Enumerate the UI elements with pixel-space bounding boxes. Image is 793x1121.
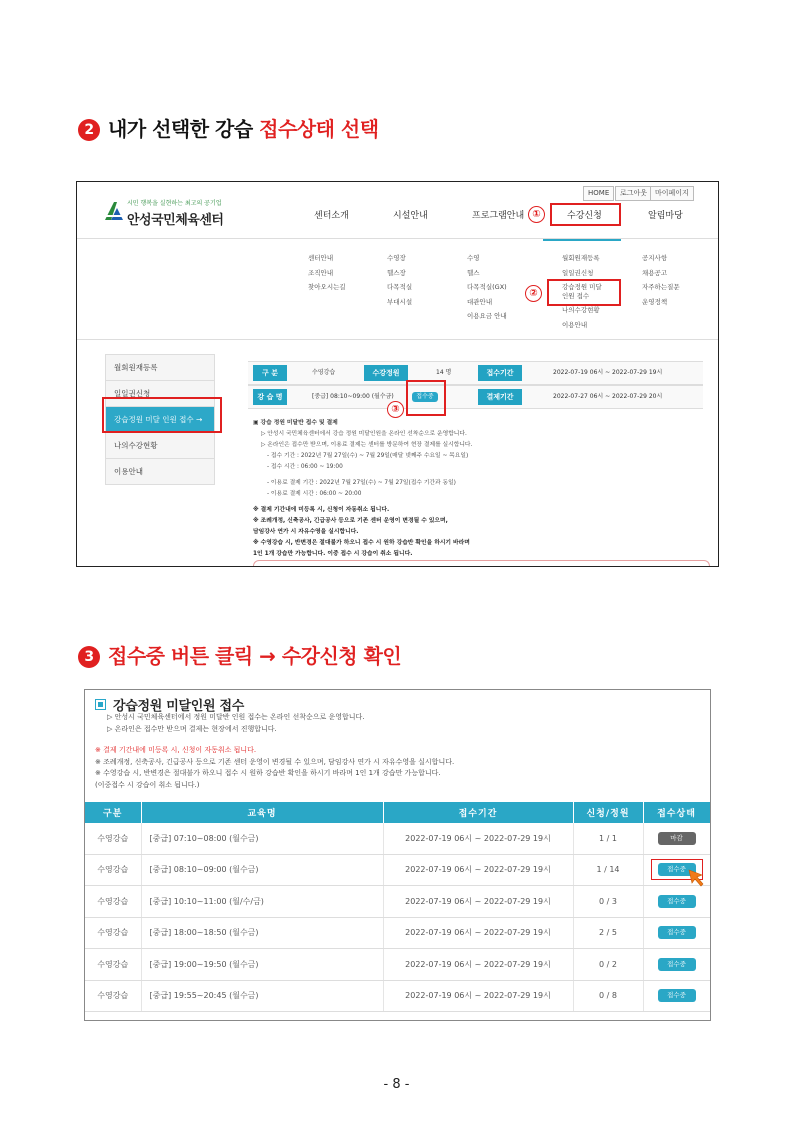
step2-heading-text: 내가 선택한 강습 — [108, 117, 260, 141]
cell-count: 1 / 1 — [573, 823, 643, 854]
cell-category: 수영강습 — [85, 980, 141, 1012]
logo-name[interactable]: 안성국민체육센터 — [127, 213, 224, 228]
cell-course: [중급] 07:10~08:00 (월수금) — [141, 823, 383, 854]
apply-button[interactable]: 접수중 — [658, 895, 696, 908]
mega-col-center — [308, 251, 346, 295]
nav-center-intro[interactable]: 센터소개 — [314, 211, 349, 221]
col-header-count: 신청/정원 — [573, 802, 643, 823]
cell-period: 2022-07-19 06시 ~ 2022-07-29 19시 — [383, 886, 573, 918]
notice-line: ▷ 온라인은 접수만 받으며, 이용료 결제는 센터를 방문하여 현장 결제를 실시합니다. — [261, 442, 473, 448]
notice-line: ※ 결제 기간내에 미등록 시, 신청이 자동취소 됩니다. — [253, 507, 390, 513]
notice-title: ▣ 강습 정원 미달반 접수 및 결제 — [253, 420, 338, 426]
menu-item[interactable]: 부대시설 — [387, 297, 413, 306]
notice-line: ※ 수영강습 시, 반변경은 절대불가 하오니 접수 시 원하 강습반 확인을 하시기 바라며 — [253, 540, 470, 546]
menu-item[interactable]: 수영 — [467, 254, 480, 262]
menu-item[interactable]: 채용공고 — [642, 268, 668, 277]
value-course-name: [중급] 08:10~09:00 (월수금) — [312, 393, 394, 400]
cell-status — [643, 823, 710, 854]
cell-period: 2022-07-19 06시 ~ 2022-07-29 19시 — [383, 949, 573, 981]
menu-item[interactable]: 헬스장 — [387, 268, 406, 277]
notice-line: - 이용료 결제 시간 : 06:00 ~ 20:00 — [267, 491, 362, 497]
cell-count: 1 / 14 — [573, 854, 643, 886]
cell-status — [643, 917, 710, 949]
cell-category: 수영강습 — [85, 917, 141, 949]
cell-period: 2022-07-19 06시 ~ 2022-07-29 19시 — [383, 917, 573, 949]
panel-note: ※ 수영강습 시, 반변경은 절대불가 하오니 접수 시 원하 강습반 확인을 하시기 바라며 1인 1개 강습만 가능합니다. — [95, 769, 441, 777]
label-apply-period: 접수기간 — [478, 365, 522, 381]
cell-course: [중급] 18:00~18:50 (월수금) — [141, 917, 383, 949]
menu-item[interactable]: 다목적실 — [387, 283, 413, 291]
highlight-box-sidebar — [102, 397, 222, 433]
menu-item[interactable]: 대관안내 — [467, 297, 493, 306]
apply-button[interactable]: 접수중 — [658, 958, 696, 971]
cell-category: 수영강습 — [85, 949, 141, 981]
marker-3: ③ — [387, 401, 404, 418]
table-row — [85, 854, 710, 886]
col-header-course: 교육명 — [141, 802, 383, 823]
menu-item[interactable]: 공지사항 — [642, 254, 668, 262]
nav-notice[interactable]: 알림마당 — [648, 211, 683, 221]
table-row — [85, 980, 710, 1012]
notice-line: - 이용료 결제 기간 : 2022년 7월 27일(수) ~ 7월 27일(접수 기간과 동일) — [267, 480, 456, 486]
menu-item[interactable]: 이용안내 — [562, 320, 588, 329]
notice-line: ※ 조례개정, 신축공사, 긴급공사 등으로 기존 센터 운영이 변경될 수 있으며, — [253, 518, 448, 524]
cell-count: 0 / 3 — [573, 886, 643, 918]
menu-item[interactable]: 운영정책 — [642, 297, 668, 306]
panel-note: ▷ 온라인은 접수만 받으며 결제는 현장에서 진행합니다. — [107, 724, 277, 733]
nav-course-apply[interactable]: 수강신청 — [567, 211, 602, 221]
value-pay-period: 2022-07-27 06시 ~ 2022-07-29 20시 — [553, 393, 663, 400]
col-header-period: 접수기간 — [383, 802, 573, 823]
cell-course: [중급] 19:55~20:45 (월수금) — [141, 980, 383, 1012]
cell-status — [643, 854, 710, 886]
step2-heading-highlight: 접수상태 선택 — [259, 117, 379, 141]
cell-course: [중급] 10:10~11:00 (월/수/금) — [141, 886, 383, 918]
site-header — [77, 182, 718, 239]
cell-status — [643, 949, 710, 981]
cell-category: 수영강습 — [85, 886, 141, 918]
cell-category: 수영강습 — [85, 854, 141, 886]
value-capacity: 14 명 — [436, 369, 452, 376]
detail-row-1 — [248, 361, 703, 385]
step2-heading — [78, 113, 379, 142]
cell-count: 2 / 5 — [573, 917, 643, 949]
application-list-screenshot — [84, 689, 711, 1021]
panel-note: ※ 조례개정, 신축공사, 긴급공사 등으로 기존 센터 운영이 변경될 수 있으며, 담임강사 연가 시 자유수영을 실시합니다. — [95, 757, 455, 766]
sidebar-item-underfilled[interactable]: 강습정원 미달 인원 접수 → — [105, 407, 215, 433]
section-square-icon — [95, 699, 106, 710]
step-number-2: 2 — [78, 119, 100, 141]
menu-item[interactable]: 조직안내 — [308, 268, 334, 277]
col-header-category: 구분 — [85, 802, 141, 823]
mega-col-program — [467, 251, 507, 324]
notice-line: 1인 1개 강습만 가능합니다. 이중 접수 시 강습이 취소 됩니다. — [253, 551, 413, 557]
highlight-box-menu — [547, 279, 621, 306]
notice-line: - 접수 기간 : 2022년 7월 27일(수) ~ 7월 29일(매달 넷째주 수요일 ~ 목요일) — [267, 453, 469, 459]
cell-count: 0 / 8 — [573, 980, 643, 1012]
course-detail — [248, 358, 703, 558]
marker-1: ① — [528, 206, 545, 223]
sidebar-item-my-courses[interactable]: 나의수강현황 — [105, 433, 215, 459]
logout-link[interactable]: 로그아웃 — [615, 186, 652, 201]
col-header-status: 접수상태 — [643, 802, 710, 823]
cell-status — [643, 886, 710, 918]
mypage-link[interactable]: 마이페이지 — [650, 186, 694, 201]
step3-heading-highlight: 접수중 버튼 클릭 → 수강신청 확인 — [108, 644, 402, 668]
table-row — [85, 886, 710, 918]
panel-note: (이중접수 시 강습이 취소 됩니다.) — [95, 780, 200, 789]
nav-facility[interactable]: 시설안내 — [393, 211, 428, 221]
home-link[interactable]: HOME — [583, 186, 614, 201]
nav-program[interactable]: 프로그램안내 — [472, 211, 525, 221]
table-row — [85, 917, 710, 949]
cell-course: [중급] 08:10~09:00 (월수금) — [141, 854, 383, 886]
mega-menu — [77, 239, 718, 340]
table-header — [85, 802, 710, 823]
panel-notes — [95, 712, 454, 791]
value-category: 수영강습 — [312, 369, 336, 376]
accepting-button[interactable]: 접수중 — [412, 392, 438, 402]
detail-row-2 — [248, 385, 703, 409]
mega-col-facility — [387, 251, 412, 309]
menu-item[interactable]: 찾아오시는길 — [308, 283, 346, 291]
notice-text — [253, 418, 472, 560]
step3-heading — [78, 640, 401, 669]
closed-badge: 마감 — [658, 832, 696, 845]
menu-item[interactable]: 이용요금 안내 — [467, 312, 507, 320]
menu-item[interactable]: 일일권신청 — [562, 268, 594, 277]
sidebar-item-guide[interactable]: 이용안내 — [105, 459, 215, 485]
panel-title-text: 강습정원 미달인원 접수 — [113, 699, 245, 714]
menu-item[interactable]: 다목적실(GX) — [467, 283, 507, 291]
cell-course: [중급] 19:00~19:50 (월수금) — [141, 949, 383, 981]
sidebar-item-renew[interactable]: 월회원재등록 — [105, 354, 215, 381]
apply-button[interactable]: 접수중 — [658, 926, 696, 939]
course-table — [85, 802, 711, 1012]
cell-period: 2022-07-19 06시 ~ 2022-07-29 19시 — [383, 823, 573, 854]
cell-category: 수영강습 — [85, 823, 141, 854]
label-capacity: 수강정원 — [364, 365, 408, 381]
table-row — [85, 823, 710, 854]
highlight-box-nav — [550, 203, 621, 226]
website-screenshot — [76, 181, 719, 567]
cell-count: 0 / 2 — [573, 949, 643, 981]
logo-icon — [103, 200, 125, 222]
panel-note-warning: ※ 결제 기간내에 미등록 시, 신청이 자동취소 됩니다. — [95, 746, 257, 754]
highlight-box-button — [406, 380, 446, 416]
cursor-icon — [688, 869, 706, 887]
label-pay-period: 결제기간 — [478, 389, 522, 405]
page-number: - 8 - — [383, 1077, 410, 1092]
menu-item[interactable]: 헬스 — [467, 268, 480, 277]
logo-slogan: 시민 행복을 실현하는 최고의 공기업 — [127, 200, 222, 207]
cell-period: 2022-07-19 06시 ~ 2022-07-29 19시 — [383, 980, 573, 1012]
panel-note: ▷ 안성시 국민체육센터에서 정원 미달반 인원 접수는 온라인 선착순으로 운영합니다. — [107, 713, 365, 721]
table-row — [85, 949, 710, 981]
menu-item[interactable]: 나의수강현황 — [562, 306, 600, 314]
menu-item-underfilled[interactable]: 강습정원 미달 인원 접수 — [562, 283, 602, 300]
notice-line: - 접수 시간 : 06:00 ~ 19:00 — [267, 464, 343, 470]
marker-2: ② — [525, 285, 542, 302]
notice-line: ▷ 안성시 국민체육센터에서 강습 정원 미달인원을 온라인 선착순으로 운영합니다. — [261, 431, 467, 437]
label-course-name: 강 습 명 — [253, 389, 287, 405]
menu-item[interactable]: 센터안내 — [308, 254, 334, 262]
cell-period: 2022-07-19 06시 ~ 2022-07-29 19시 — [383, 854, 573, 886]
value-apply-period: 2022-07-19 06시 ~ 2022-07-29 19시 — [553, 369, 663, 376]
notice-line: 담임강사 연가 시 자유수영을 실시합니다. — [253, 529, 359, 535]
apply-button[interactable]: 접수중 — [658, 989, 696, 1002]
cell-status — [643, 980, 710, 1012]
next-section-edge — [253, 560, 710, 567]
apply-button[interactable]: 접수중 — [658, 863, 696, 876]
step-number-3: 3 — [78, 646, 100, 668]
mega-col-notice — [642, 251, 680, 309]
menu-item[interactable]: 자주하는질문 — [642, 283, 680, 291]
menu-item[interactable]: 월회원재등록 — [562, 254, 600, 262]
menu-item[interactable]: 수영장 — [387, 254, 406, 262]
sidebar-item-daypass[interactable]: 일일권신청 — [105, 381, 215, 407]
label-category: 구 분 — [253, 365, 287, 381]
